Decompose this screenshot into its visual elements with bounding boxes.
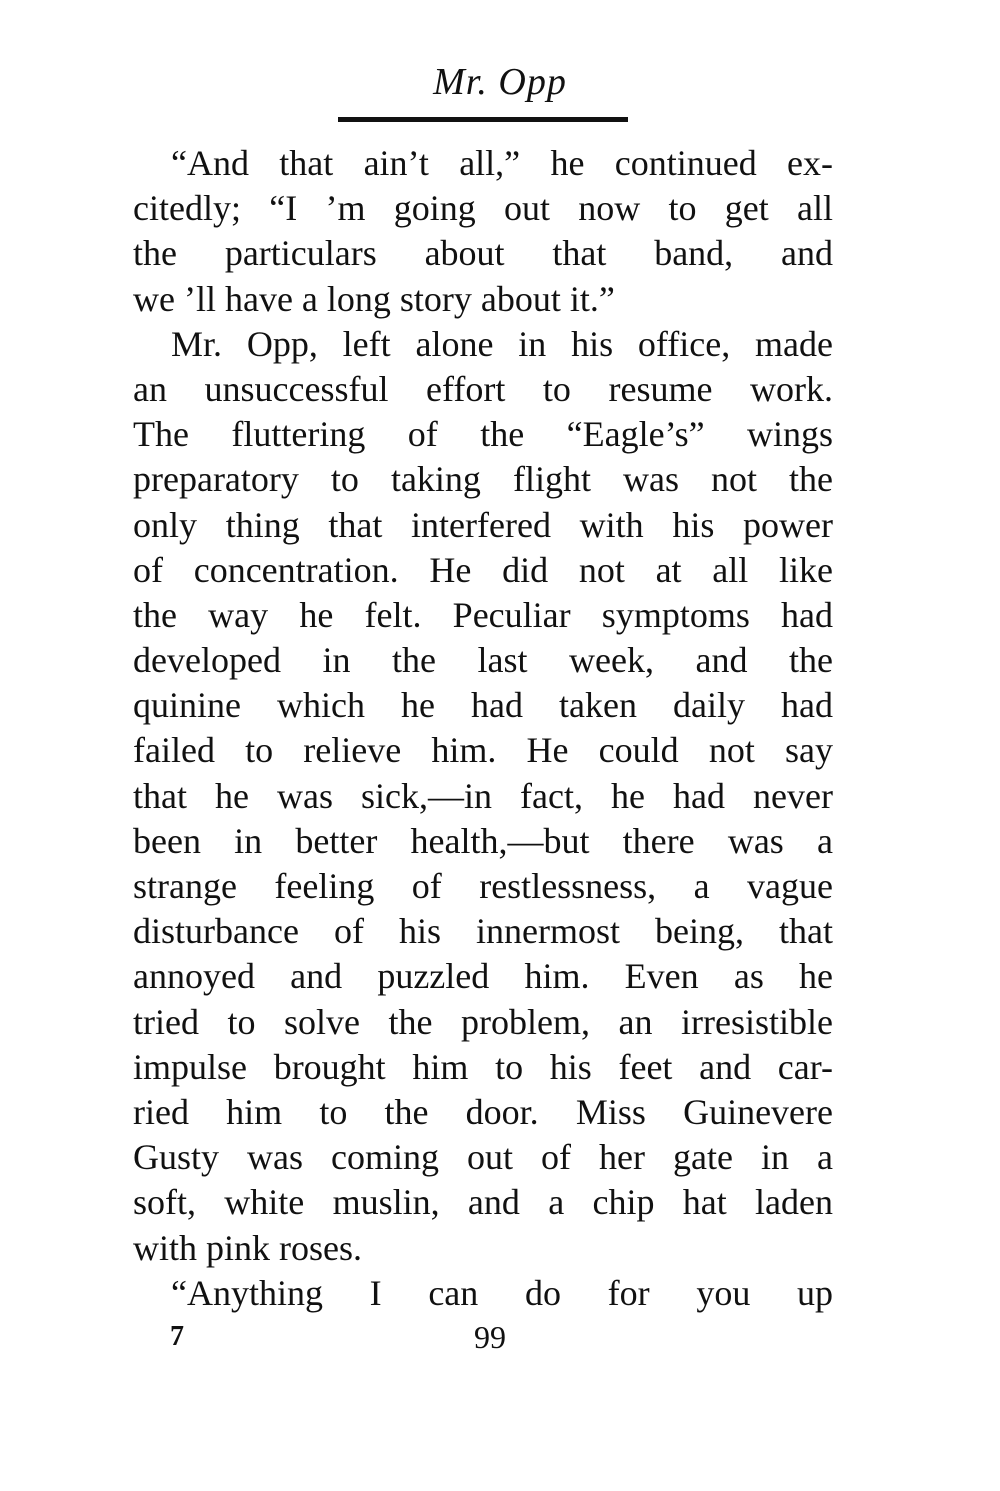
text-line: tried to solve the problem, an irresistible (133, 1001, 833, 1042)
text-line: citedly; “I ’m going out now to get all (133, 188, 833, 229)
text-line: the particulars about that band, and (133, 233, 833, 274)
text-line: only thing that interfered with his power (133, 504, 833, 545)
header-rule (338, 117, 628, 122)
running-head: Mr. Opp (433, 61, 567, 103)
text-line: annoyed and puzzled him. Even as he (133, 956, 833, 997)
text-line: the way he felt. Peculiar symptoms had (133, 594, 833, 635)
text-line: quinine which he had taken daily had (133, 685, 833, 726)
text-line: developed in the last week, and the (133, 640, 833, 681)
text-line: disturbance of his innermost being, that (133, 911, 833, 952)
signature-mark: 7 (170, 1321, 184, 1352)
text-line: strange feeling of restlessness, a vague (133, 866, 833, 906)
page-number: 99 (474, 1319, 506, 1355)
text-line: The fluttering of the “Eagle’s” wings (133, 414, 833, 455)
text-line: “Anything I can do for you up (171, 1272, 833, 1313)
text-line: been in better health,—but there was a (133, 820, 833, 861)
text-line: preparatory to taking flight was not the (133, 459, 833, 500)
text-line: Gusty was coming out of her gate in a (133, 1137, 833, 1178)
text-line: of concentration. He did not at all like (133, 549, 833, 590)
text-line: we ’ll have a long story about it.” (133, 278, 615, 319)
text-line: Mr. Opp, left alone in his office, made (171, 323, 833, 364)
text-line: impulse brought him to his feet and car- (133, 1046, 833, 1087)
text-line: that he was sick,—in fact, he had never (133, 775, 833, 816)
text-line: an unsuccessful effort to resume work. (133, 368, 833, 409)
text-line: ried him to the door. Miss Guinevere (133, 1091, 833, 1132)
text-line: “And that ain’t all,” he continued ex- (171, 143, 833, 183)
text-line: with pink roses. (133, 1227, 362, 1268)
text-line: failed to relieve him. He could not say (133, 730, 833, 771)
body-text (133, 141, 833, 1316)
text-line: soft, white muslin, and a chip hat laden (133, 1182, 833, 1223)
